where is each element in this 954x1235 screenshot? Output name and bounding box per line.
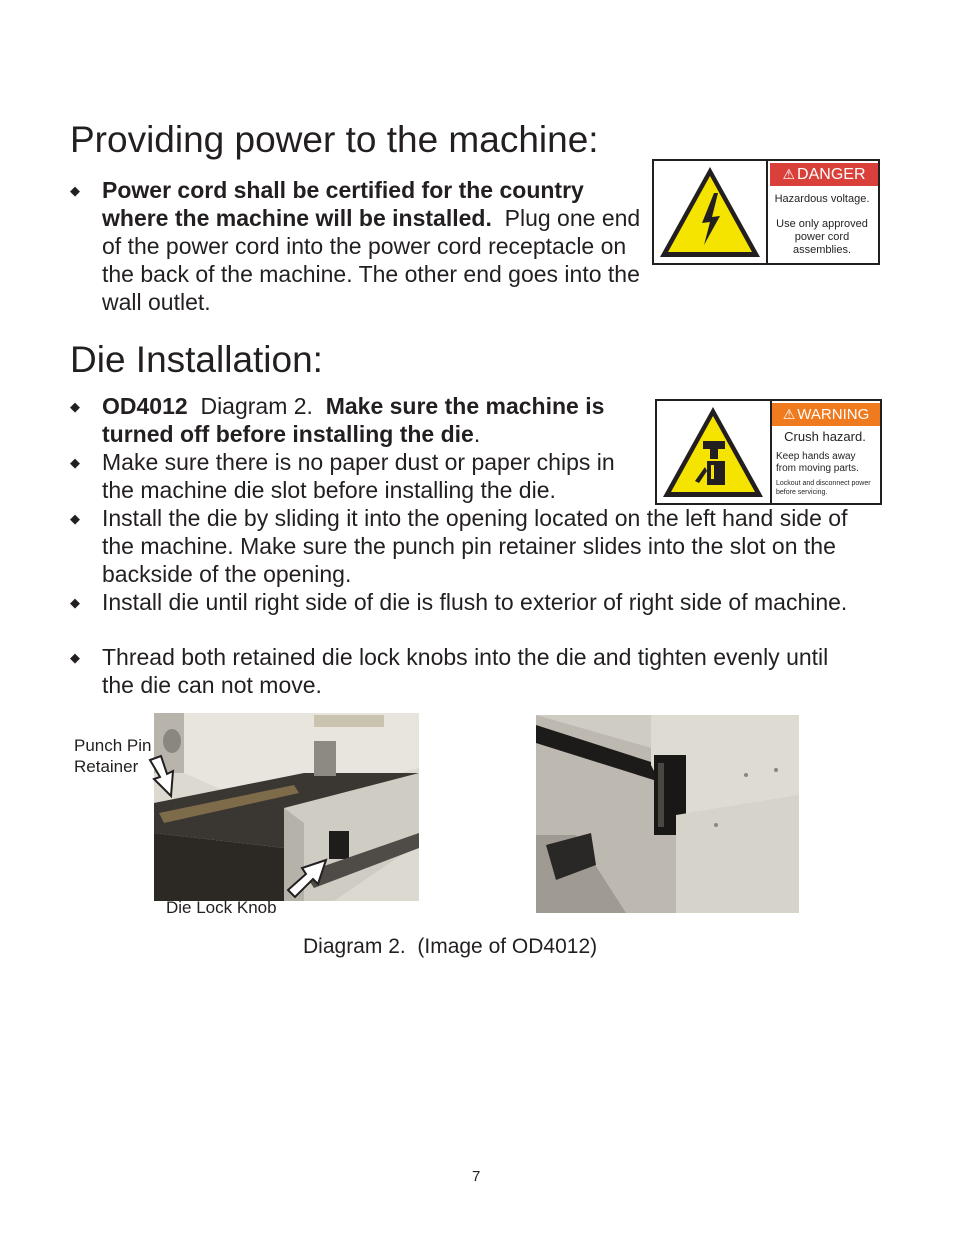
die-bullet-4: Install die until right side of die is flush to exterior of right side of machine. <box>102 589 848 615</box>
heading-die-installation: Die Installation: <box>70 339 323 380</box>
die-bullet-3 <box>102 504 882 588</box>
diamond-bullet-icon: ◆ <box>70 511 80 526</box>
warning-triangle-icon: ⚠ <box>782 166 796 182</box>
machine-side-photo <box>536 715 799 913</box>
power-paragraph <box>102 176 647 316</box>
power-off-warning: Make sure the machine is turned off before installing the die <box>102 393 605 447</box>
danger-safety-label <box>652 159 880 265</box>
punch-pin-retainer-callout: Punch Pin Retainer <box>74 736 152 776</box>
model-number: OD4012 <box>102 393 188 419</box>
warning-safety-label <box>655 399 882 505</box>
power-normal-text: Plug one end of the power cord into the power cord receptacle on the back of the machine. The other end goes into the wall outlet. <box>102 205 641 315</box>
diagram-caption: Diagram 2. (Image of OD4012) <box>303 935 598 958</box>
danger-line-1: Hazardous voltage. <box>774 193 870 205</box>
die-bullet-1 <box>102 392 642 448</box>
crush-hazard-icon <box>657 401 772 503</box>
warning-line-2: Keep hands away from moving parts. <box>776 451 859 474</box>
danger-signal-word: DANGER <box>797 166 866 183</box>
danger-signal-header <box>770 163 878 186</box>
warning-line-3: Lockout and disconnect power before servicing. <box>776 480 871 496</box>
die-lock-knob-callout: Die Lock Knob <box>166 898 277 917</box>
diagram-ref: Diagram 2. <box>200 393 313 419</box>
die-bullet-5: Thread both retained die lock knobs into the die and tighten evenly until the die can not move. <box>102 644 829 698</box>
warning-line-1: Crush hazard. <box>784 429 866 444</box>
die-bullet-3-text: Install the die by sliding it into the opening located on the left hand side of the machine. Make sure the punch pin retainer slides into the slot on the backside of the opening. <box>102 505 848 587</box>
arrow-up-right-icon <box>282 856 330 904</box>
danger-line-2: Use only approved power cord assemblies. <box>776 218 868 256</box>
electrical-hazard-icon <box>654 161 768 263</box>
arrow-down-right-icon <box>145 754 181 800</box>
diamond-bullet-icon: ◆ <box>70 399 80 414</box>
die-bullet-2: Make sure there is no paper dust or paper chips in the machine die slot before installing the die. <box>102 449 615 503</box>
warning-signal-word: WARNING <box>797 406 870 423</box>
warning-triangle-icon: ⚠ <box>782 406 796 422</box>
diamond-bullet-icon: ◆ <box>70 650 80 665</box>
diamond-bullet-icon: ◆ <box>70 183 80 198</box>
bullet-1-tail: . <box>473 421 481 447</box>
diamond-bullet-icon: ◆ <box>70 595 80 610</box>
power-bold-text: Power cord shall be certified for the country where the machine will be installed. <box>102 177 584 231</box>
heading-power: Providing power to the machine: <box>70 119 599 160</box>
diamond-bullet-icon: ◆ <box>70 455 80 470</box>
page-number: 7 <box>472 1168 481 1185</box>
warning-signal-header <box>772 403 880 426</box>
